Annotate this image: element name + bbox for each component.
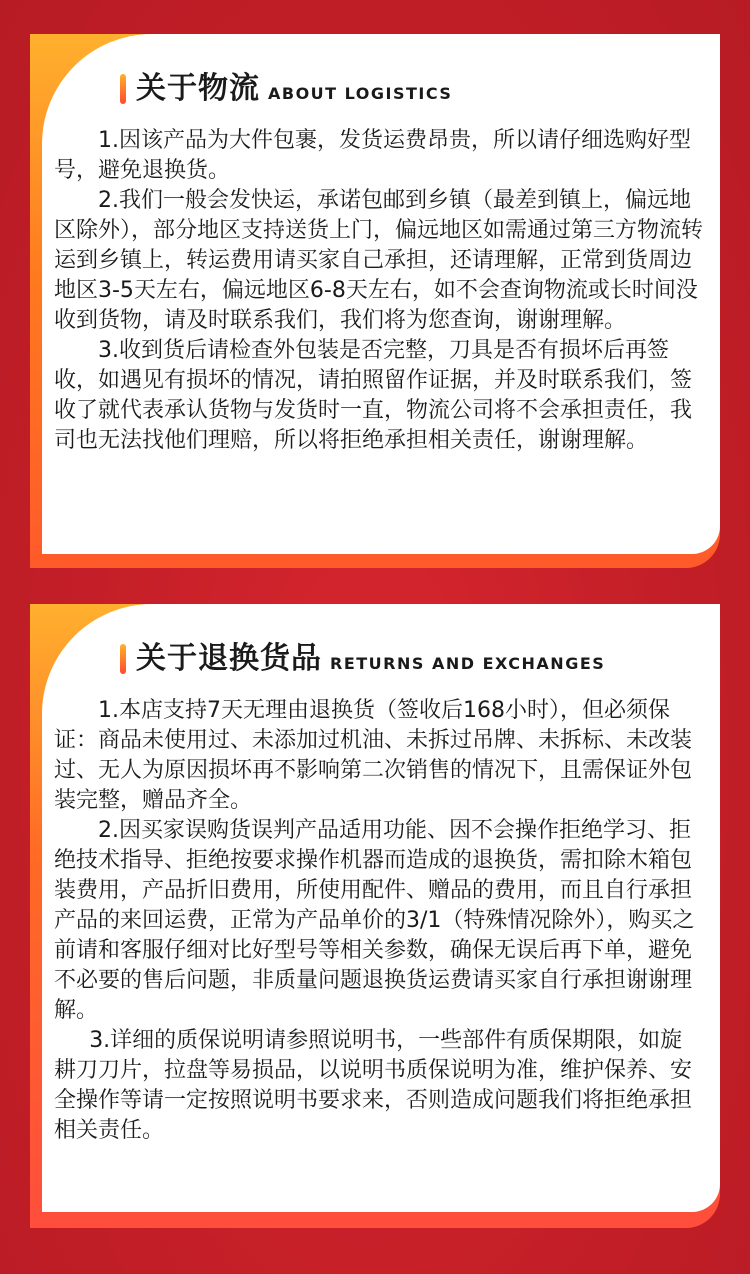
logistics-subtitle: ABOUT LOGISTICS bbox=[268, 84, 453, 103]
returns-subtitle: RETURNS AND EXCHANGES bbox=[330, 654, 606, 673]
heading-accent-bar bbox=[120, 74, 126, 104]
paragraph: 3.收到货后请检查外包装是否完整，刀具是否有损坏后再签收，如遇见有损坏的情况，请拍照留作证据，并及时联系我们，签收了就代表承认货物与发货时一直，物流公司将不会承担责任，我司也无法找他们理赔，所以将拒绝承担相关责任，谢谢理解。 bbox=[54, 338, 693, 453]
paragraph: 1.因该产品为大件包裹，发货运费昂贵，所以请仔细选购好型号，避免退换货。 bbox=[54, 128, 691, 183]
returns-card bbox=[30, 604, 720, 1228]
returns-content bbox=[54, 696, 704, 1146]
logistics-heading bbox=[120, 72, 452, 106]
paragraph: 3.详细的质保说明请参照说明书，一些部件有质保期限，如旋耕刀刀片，拉盘等易损品，以说明书质保说明为准，维护保养、安全操作等请一定按照说明书要求来，否则造成问题我们将拒绝承担相关责任。 bbox=[54, 1028, 693, 1143]
paragraph: 2.因买家误购货误判产品适用功能、因不会操作拒绝学习、拒绝技术指导、拒绝按要求操作机器而造成的退换货，需扣除木箱包装费用，产品折旧费用，所使用配件、赠品的费用，而且自行承担产品的来回运费，正常为产品单价的3/1（特殊情况除外），购买之前请和客服仔细对比好型号等相关参数，确保无误后再下单，避免不必要的售后问题，非质量问题退换货运费请买家自行承担谢谢理解。 bbox=[54, 818, 695, 1023]
card-panel bbox=[42, 604, 720, 1212]
logistics-title: 关于物流 bbox=[136, 71, 260, 106]
card-panel bbox=[42, 34, 720, 554]
paragraph: 1.本店支持7天无理由退换货（签收后168小时），但必须保证：商品未使用过、未添加过机油、未拆过吊牌、未拆标、未改装过、无人为原因损坏再不影响第二次销售的情况下，且需保证外包装完整，赠品齐全。 bbox=[54, 698, 693, 813]
heading-accent-bar bbox=[120, 644, 126, 674]
logistics-content bbox=[54, 126, 704, 456]
logistics-card bbox=[30, 34, 720, 568]
returns-heading bbox=[120, 642, 605, 676]
returns-title: 关于退换货品 bbox=[136, 641, 322, 676]
paragraph: 2.我们一般会发快运，承诺包邮到乡镇（最差到镇上，偏远地区除外），部分地区支持送货上门，偏远地区如需通过第三方物流转运到乡镇上，转运费用请买家自己承担，还请理解，正常到货周边地区3-5天左右，偏远地区6-8天左右，如不会查询物流或长时间没收到货物，请及时联系我们，我们将为您查询，谢谢理解。 bbox=[54, 188, 704, 333]
